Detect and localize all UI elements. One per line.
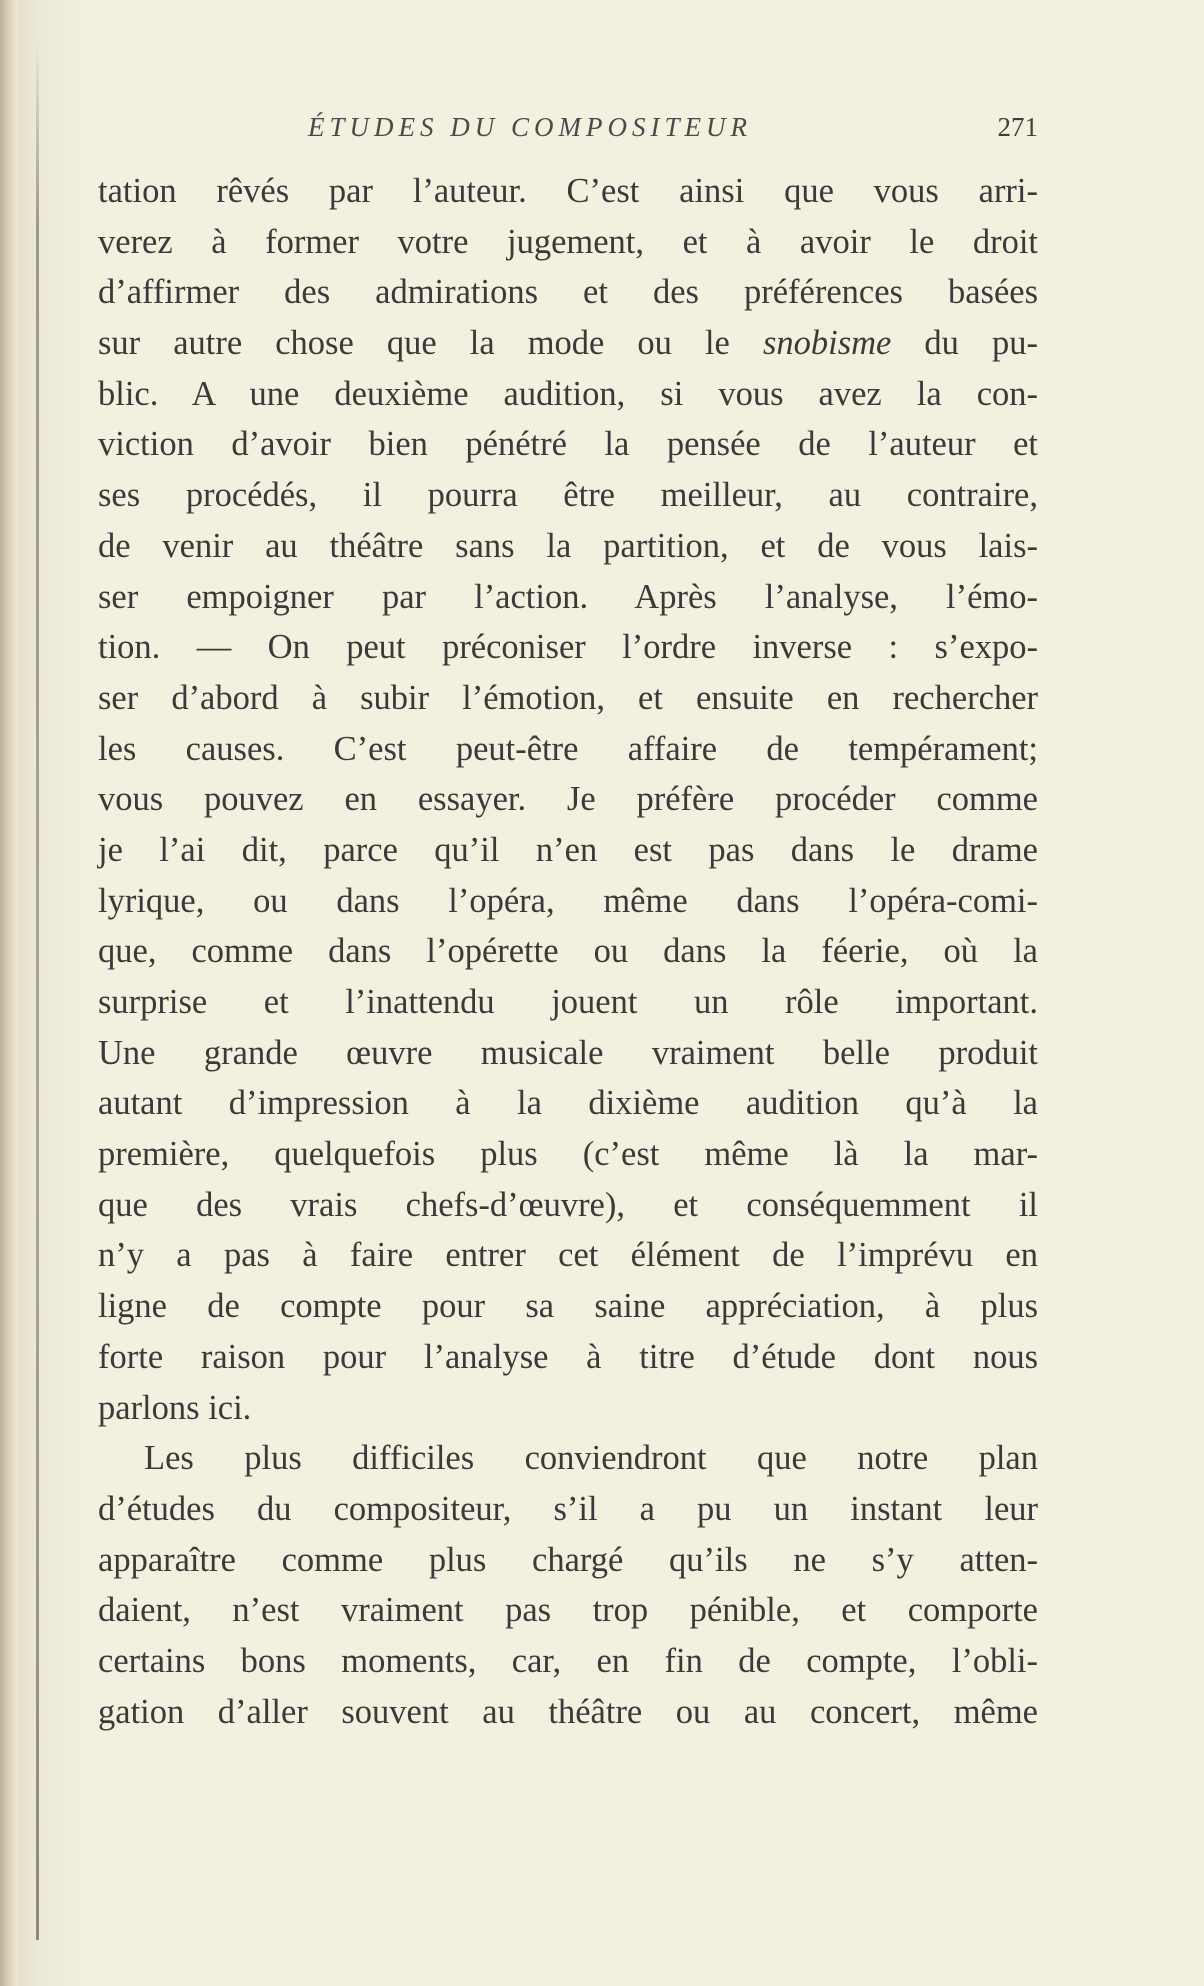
text-line: viction d’avoir bien pénétré la pensée de l’auteur et bbox=[98, 425, 1038, 464]
text-line: lyrique, ou dans l’opéra, même dans l’opéra-comi- bbox=[98, 881, 1038, 920]
text-line: tion. — On peut préconiser l’ordre inverse : s’expo- bbox=[98, 628, 1038, 667]
text-line: n’y a pas à faire entrer cet élément de l’imprévu en bbox=[98, 1236, 1038, 1275]
text-line: que des vrais chefs-d’œuvre), et conséquemment il bbox=[98, 1185, 1038, 1224]
text-line: certains bons moments, car, en fin de compte, l’obli- bbox=[98, 1641, 1038, 1680]
text-line: première, quelquefois plus (c’est même là la mar- bbox=[98, 1135, 1038, 1174]
italic-word: snobisme bbox=[762, 324, 892, 363]
text-line: gation d’aller souvent au théâtre ou au concert, même bbox=[98, 1692, 1038, 1731]
paragraph-start-line: Les plus difficiles conviendront que notre plan bbox=[144, 1439, 1038, 1478]
text-line: sur autre chose que la mode ou le snobisme du pu- bbox=[98, 324, 1038, 363]
paragraph-end-line: parlons ici. bbox=[98, 1388, 252, 1427]
text-line: les causes. C’est peut-être affaire de tempérament; bbox=[98, 729, 1038, 768]
text-line: ser empoigner par l’action. Après l’analyse, l’émo- bbox=[98, 577, 1038, 616]
text-line: ligne de compte pour sa saine appréciation, à plus bbox=[98, 1287, 1038, 1326]
text-line: d’études du compositeur, s’il a pu un instant leur bbox=[98, 1489, 1038, 1528]
text-line: de venir au théâtre sans la partition, et de vous lais- bbox=[98, 526, 1038, 565]
page-gutter-shadow bbox=[36, 40, 39, 1940]
text-line: tation rêvés par l’auteur. C’est ainsi que vous arri- bbox=[98, 172, 1038, 210]
text-line: vous pouvez en essayer. Je préfère procéder comme bbox=[98, 780, 1038, 819]
text-line: blic. A une deuxième audition, si vous avez la con- bbox=[98, 374, 1038, 413]
text-line: Une grande œuvre musicale vraiment belle produit bbox=[98, 1033, 1038, 1072]
text-line: daient, n’est vraiment pas trop pénible, et comporte bbox=[98, 1591, 1038, 1630]
text-line: autant d’impression à la dixième audition qu’à la bbox=[98, 1084, 1038, 1123]
text-line: forte raison pour l’analyse à titre d’étude dont nous bbox=[98, 1337, 1038, 1376]
text-line: d’affirmer des admirations et des préférences basées bbox=[98, 273, 1038, 312]
text-line: ses procédés, il pourra être meilleur, au contraire, bbox=[98, 476, 1038, 515]
text-line: apparaître comme plus chargé qu’ils ne s’y atten- bbox=[98, 1540, 1038, 1579]
page-number: 271 bbox=[997, 112, 1038, 142]
text-line: ser d’abord à subir l’émotion, et ensuite en rechercher bbox=[98, 678, 1038, 717]
text-line: que, comme dans l’opérette ou dans la féerie, où la bbox=[98, 932, 1038, 971]
running-title: ÉTUDES DU COMPOSITEUR bbox=[308, 112, 752, 142]
text-line: surprise et l’inattendu jouent un rôle important. bbox=[98, 983, 1038, 1021]
page-binding-edge bbox=[0, 0, 18, 1986]
running-header bbox=[98, 112, 1038, 148]
body-text bbox=[98, 166, 1038, 1737]
text-line: je l’ai dit, parce qu’il n’en est pas dans le drame bbox=[98, 830, 1038, 869]
text-line: verez à former votre jugement, et à avoir le droit bbox=[98, 222, 1038, 261]
